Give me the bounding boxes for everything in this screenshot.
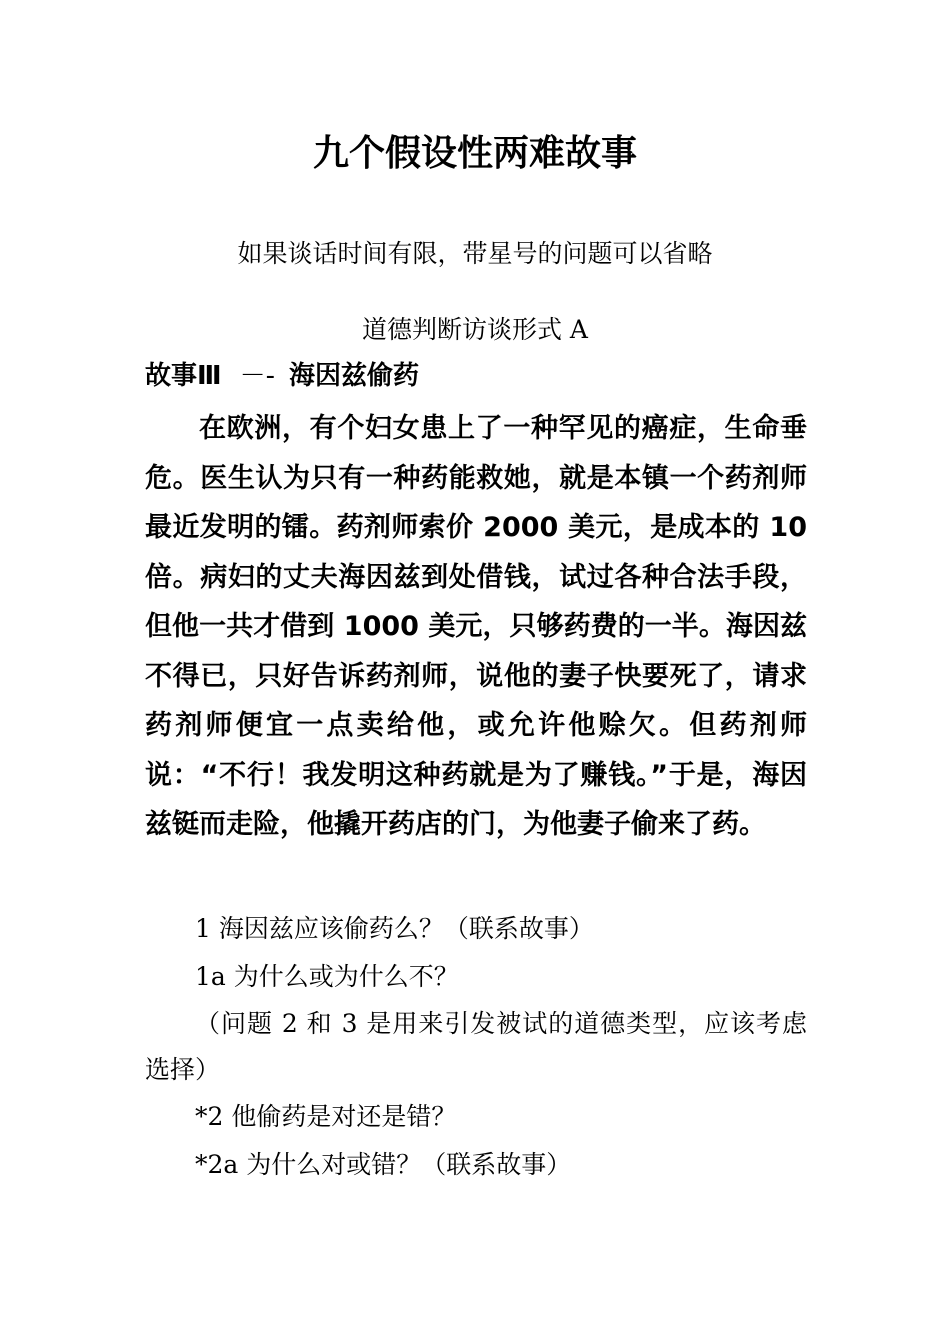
question-item: 1 海因兹应该偷药么？（联系故事） [195,914,594,943]
question-item: *2 他偷药是对还是错？ [195,1102,457,1131]
question-note: （问题 2 和 3 是用来引发被试的道德类型，应该考虑选择） [145,1009,807,1084]
story-body: 在欧洲，有个妇女患上了一种罕见的癌症，生命垂危。医生认为只有一种药能救她，就是本镇一个药剂师最近发明的镭。药剂师索价 2000 美元，是成本的 10 倍。病妇的丈夫海因兹到处借钱，试过各种合法手段，但他一共才借到 1000 美元，只够药费的一半。海因兹不得已，只好告诉药剂师，说他的妻子快要死了，请求药剂师便宜一点卖给他，或允许他赊欠。但药剂师说：“不行！我发明这种药就是为了赚钱。”于是，海因兹铤而走险，他撬开药店的门，为他妻子偷来了药。 [145,413,807,840]
story-heading [145,354,419,398]
document-title: 九个假设性两难故事 [312,133,637,174]
story-separator: －- [239,361,275,391]
document-subtitle: 如果谈话时间有限，带星号的问题可以省略 [237,239,713,268]
story-name: 海因兹偷药 [288,361,419,391]
question-item: *2a 为什么对或错？（联系故事） [195,1150,572,1179]
question-list [145,905,807,1189]
question-item: 1a 为什么或为什么不？ [195,962,459,991]
story-label: 故事Ⅲ [145,361,222,391]
interview-form-title: 道德判断访谈形式 A [361,315,588,344]
